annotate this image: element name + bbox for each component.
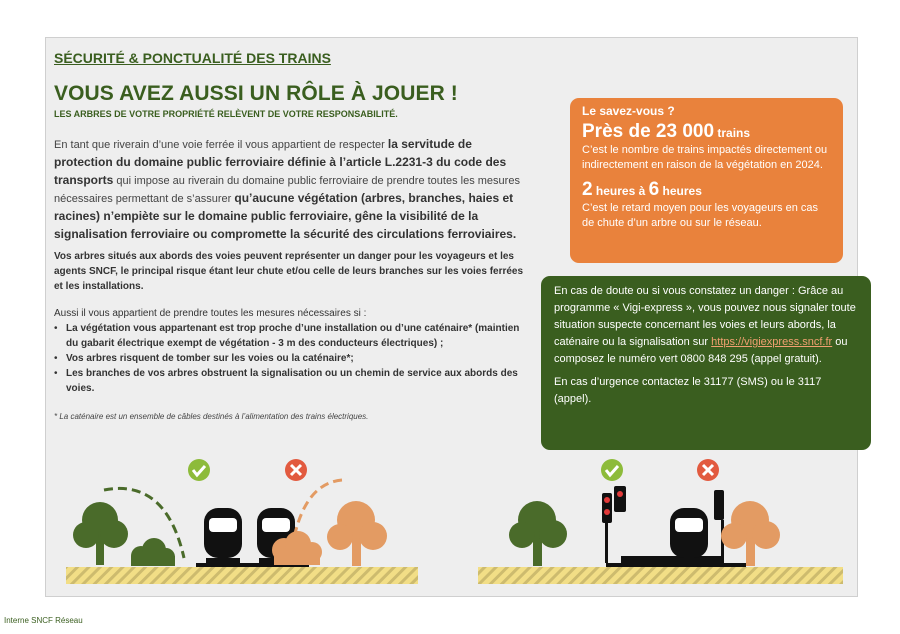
cross-icon xyxy=(697,459,719,481)
danger-paragraph: Vos arbres situés aux abords des voies peuvent représenter un danger pour les voyageurs et les agents SNCF, le principal risque étant leur chute et/ou celle de leurs branches sur les voies ferrées et les installations. xyxy=(54,251,524,292)
measures-paragraph xyxy=(54,306,529,396)
list-item: • Les branches de vos arbres obstruent la signalisation ou un chemin de service aux abords des voies. xyxy=(66,366,529,396)
stats-trains-text: C’est le nombre de trains impactés directement ou indirectement en raison de la végétation en 2024. xyxy=(582,144,828,171)
stats-box xyxy=(570,98,843,263)
train-icon xyxy=(670,508,708,558)
check-icon xyxy=(188,459,210,481)
measures-intro: Aussi il vous appartient de prendre toutes les mesures nécessaires si : xyxy=(54,308,367,319)
stats-hours-a: 2 xyxy=(582,179,593,200)
lead-text-2: qui impose au riverain du domaine public ferroviaire de prendre toutes les mesures nécessaires permettant de s’assurer xyxy=(54,175,520,205)
contact-box xyxy=(541,276,871,450)
stats-trains xyxy=(582,121,831,143)
measures-list xyxy=(54,321,529,396)
stats-kicker: Le savez-vous ? xyxy=(582,104,675,118)
stats-trains-unit: trains xyxy=(714,126,751,140)
headline: VOUS AVEZ AUSSI UN RÔLE À JOUER ! xyxy=(54,82,458,105)
emergency-text: En cas d’urgence contactez le 31177 (SMS) ou le 3117 (appel). xyxy=(554,376,822,405)
stats-hours xyxy=(582,179,831,201)
bush-green-icon xyxy=(131,538,175,566)
footnote: * La caténaire est un ensemble de câbles destinés à l’alimentation des trains électriques. xyxy=(54,412,369,421)
contact-text xyxy=(554,283,858,368)
tree-green-icon xyxy=(509,501,567,566)
tree-orange-icon xyxy=(721,501,780,566)
train-icon xyxy=(196,508,256,567)
sub-headline: LES ARBRES DE VOTRE PROPRIÉTÉ RELÈVENT DE VOTRE RESPONSABILITÉ. xyxy=(54,109,398,119)
signal-icon xyxy=(602,486,626,563)
tree-green-icon xyxy=(73,502,128,565)
list-item: • La végétation vous appartenant est trop proche d’une installation ou d’une caténaire* (maintien du gabarit électrique exempt de végétation - 3 m des conducteurs électriques) ; xyxy=(66,321,529,351)
stats-hours-b: 6 xyxy=(648,179,660,200)
tree-orange-icon xyxy=(327,501,387,566)
stats-trains-number: Près de 23 000 xyxy=(582,121,715,142)
list-item: • Vos arbres risquent de tomber sur les voies ou la caténaire*; xyxy=(66,351,529,366)
section-title: SÉCURITÉ & PONCTUALITÉ DES TRAINS xyxy=(54,50,331,66)
check-icon xyxy=(601,459,623,481)
stats-hours-end: heures xyxy=(659,184,702,198)
lead-bold-1: la servitude de protection du domaine public ferroviaire définie à l’article L.2231-3 du code des transports xyxy=(54,137,507,187)
contact-text-2: ou composez le numéro vert 0800 848 295 (appel gratuit). xyxy=(554,336,848,365)
internal-label: Interne SNCF Réseau xyxy=(4,616,83,625)
lead-bold-2: qu’aucune végétation (arbres, branches, haies et racines) n’empiète sur le domaine public ferroviaire, gêne la visibilité de la signalisation ferroviaire ou compromette la sécurité des circulations ferroviaires. xyxy=(54,191,517,241)
ground-right xyxy=(478,567,843,584)
rails-icon xyxy=(621,556,721,563)
illustration xyxy=(46,438,859,598)
stats-hours-mid: heures à xyxy=(592,184,649,198)
lead-paragraph xyxy=(54,136,524,244)
lead-text-1: En tant que riverain d’une voie ferrée il vous appartient de respecter xyxy=(54,139,388,151)
ground-left xyxy=(66,567,418,584)
track-icon xyxy=(606,563,746,567)
signal-icon xyxy=(714,490,724,564)
info-card xyxy=(45,37,858,597)
stats-hours-text: C’est le retard moyen pour les voyageurs en cas de chute d’un arbre ou sur le réseau. xyxy=(582,202,819,229)
contact-text-1: En cas de doute ou si vous constatez un danger : Grâce au programme « Vigi-express », vous pouvez nous signaler toute situation suspecte concernant les voies et leurs abords, la caténaire ou la signalisation sur xyxy=(554,285,856,348)
cross-icon xyxy=(285,459,307,481)
vigiexpress-link[interactable]: https://vigiexpress.sncf.fr xyxy=(711,336,833,348)
